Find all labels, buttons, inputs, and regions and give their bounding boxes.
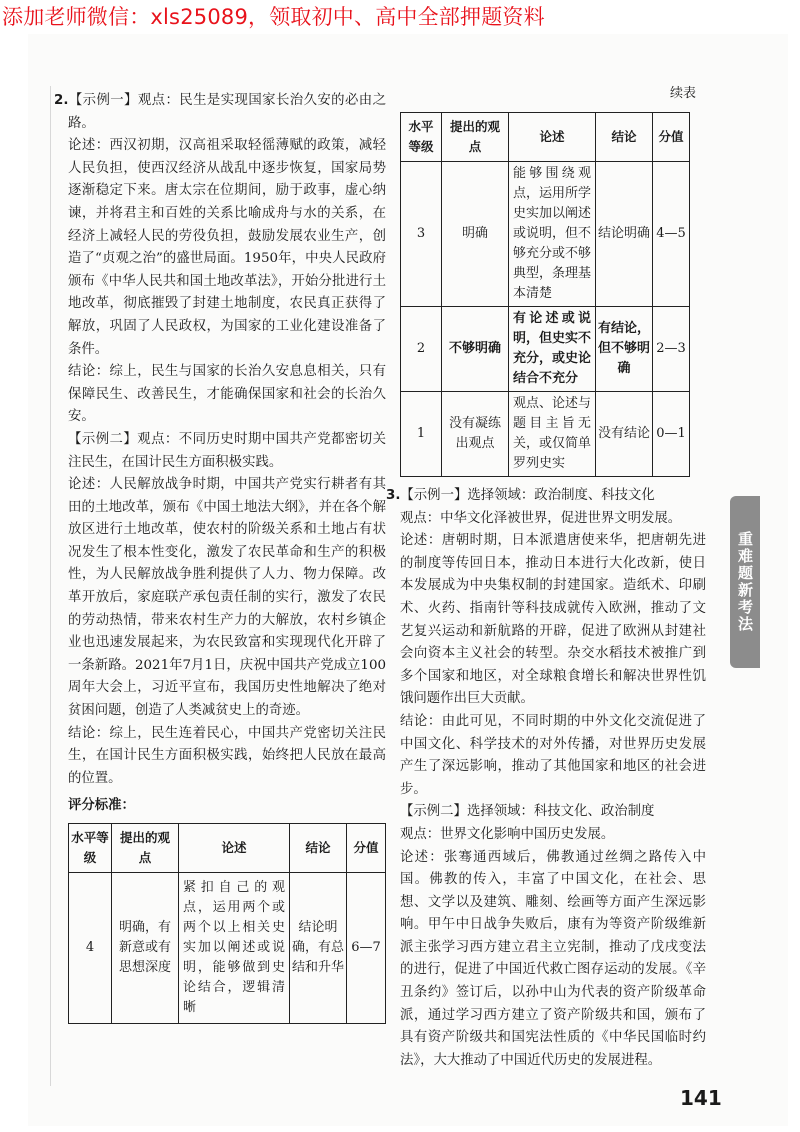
cell-desc: 观点、论述与题目主旨无关，或仅简单罗列史实 bbox=[509, 392, 596, 477]
cell-score: 6—7 bbox=[347, 873, 386, 1024]
cell-score: 4—5 bbox=[653, 162, 690, 307]
cell-level: 1 bbox=[401, 392, 442, 477]
page-gutter-line bbox=[50, 86, 51, 1086]
table-header-row bbox=[401, 113, 690, 162]
table-row bbox=[69, 873, 386, 1024]
q2-line-3: 结论：综上，民生与国家的长治久安息息相关，只有保障民生、改善民生，才能确保国家和社会的长治久安。 bbox=[68, 364, 386, 425]
cell-score: 2—3 bbox=[653, 307, 690, 392]
cell-desc: 紧扣自己的观点，运用两个或两个以上相关史实加以阐述或说明，能够做到史论结合，逻辑清晰 bbox=[179, 873, 290, 1024]
cell-level: 3 bbox=[401, 162, 442, 307]
header-view: 提出的观点 bbox=[112, 824, 179, 873]
table-header-row bbox=[69, 824, 386, 873]
cell-view: 没有凝练出观点 bbox=[442, 392, 509, 477]
cell-score: 0—1 bbox=[653, 392, 690, 477]
q3-line-7: 论述：张骞通西域后，佛教通过丝绸之路传入中国。佛教的传入，丰富了中国文化，在社会、思想、文学以及建筑、雕刻、绘画等方面产生深远影响。甲午中日战争失败后，康有为等资产阶级维新派主张学习西方建立君主立宪制，推动了戊戌变法的进行，促进了中国近代救亡图存运动的发展。《辛丑条约》签订后，以孙中山为代表的资产阶级革命派，通过学习西方建立了资产阶级共和国，颁布了具有资产阶级共和国宪法性质的《中华民国临时约法》，大大推动了中国近代历史的发展进程。 bbox=[400, 849, 706, 1068]
cell-concl: 结论明确 bbox=[596, 162, 653, 307]
cell-level: 2 bbox=[401, 307, 442, 392]
q3-line-3: 论述：唐朝时期，日本派遣唐使来华，把唐朝先进的制度等传回日本，推动日本进行大化改新，使日本发展成为中央集权制的封建国家。造纸术、印刷术、火药、指南针等科技成就传入欧洲，推动了文艺复兴运动和新航路的开辟，促进了欧洲从封建社会向资本主义社会的转型。杂交水稻技术被推广到多个国家和地区，对全球粮食增长和解决世界性饥饿问题作出巨大贡献。 bbox=[400, 533, 706, 707]
cell-concl: 有结论，但不够明确 bbox=[596, 307, 653, 392]
q2-line-6: 结论：综上，民生连着民心，中国共产党密切关注民生，在国计民生方面积极实践，始终把人民放在最高的位置。 bbox=[68, 725, 386, 786]
table-row bbox=[401, 162, 690, 307]
table-row bbox=[401, 392, 690, 477]
page-sheet bbox=[28, 34, 788, 1126]
side-tab-label: 重难题新考法 bbox=[730, 496, 760, 668]
criteria-table-left bbox=[68, 823, 386, 1024]
criteria-table-right-wrap bbox=[386, 112, 706, 1072]
q3-line-2: 观点：中华文化泽被世界，促进世界文明发展。 bbox=[400, 510, 682, 526]
header-score: 分值 bbox=[347, 824, 386, 873]
q3-line-6: 观点：世界文化影响中国历史发展。 bbox=[400, 826, 615, 842]
q3-line-5: 【示例二】选择领域：科技文化、政治制度 bbox=[400, 804, 655, 820]
cell-desc: 有论述或说明，但史实不充分，或史论结合不充分 bbox=[509, 307, 596, 392]
q3-line-1: 3.【示例一】选择领域：政治制度、科技文化 bbox=[386, 488, 655, 503]
q2-line-1: 2.【示例一】观点：民生是实现国家长治久安的必由之路。 bbox=[54, 93, 386, 131]
cell-concl: 没有结论 bbox=[596, 392, 653, 477]
q2-line-2: 论述：西汉初期，汉高祖采取轻徭薄赋的政策，减轻人民负担，使西汉经济从战乱中逐步恢复，国家局势逐渐稳定下来。唐太宗在位期间，励于政事，虚心纳谏，并将君主和百姓的关系比喻成舟与水的关系，在经济上减轻人民的劳役负担，鼓励发展农业生产，创造了“贞观之治”的盛世局面。1950年，中央人民政府颁布《中华人民共和国土地改革法》，开始分批进行土地改革，彻底摧毁了封建土地制度，农民真正获得了解放，巩固了人民政权，为国家的工业化建设准备了条件。 bbox=[68, 138, 386, 357]
header-desc: 论述 bbox=[509, 113, 596, 162]
table-row bbox=[401, 307, 690, 392]
left-column bbox=[54, 90, 386, 1024]
cell-level: 4 bbox=[69, 873, 112, 1024]
header-score: 分值 bbox=[653, 113, 690, 162]
criteria-table-right bbox=[400, 112, 690, 477]
header-concl: 结论 bbox=[596, 113, 653, 162]
q3-block bbox=[386, 485, 706, 1072]
cell-desc: 能够围绕观点，运用所学史实加以阐述或说明，但不够充分或不够典型，条理基本清楚 bbox=[509, 162, 596, 307]
header-level: 水平等级 bbox=[401, 113, 442, 162]
q3-number: 3. bbox=[386, 488, 401, 503]
header-desc: 论述 bbox=[179, 824, 290, 873]
q2-number: 2. bbox=[54, 93, 69, 108]
header-concl: 结论 bbox=[290, 824, 347, 873]
page-number: 141 bbox=[680, 1086, 722, 1110]
continued-label: 续表 bbox=[669, 86, 696, 101]
criteria-label: 评分标准： bbox=[68, 797, 135, 814]
q2-line-4: 【示例二】观点：不同历史时期中国共产党都密切关注民生，在国计民生方面积极实践。 bbox=[68, 431, 386, 470]
cell-concl: 结论明确，有总结和升华 bbox=[290, 873, 347, 1024]
cell-view: 明确，有新意或有思想深度 bbox=[112, 873, 179, 1024]
q3-line-4: 结论：由此可见，不同时期的中外文化交流促进了中国文化、科学技术的对外传播，对世界历史发展产生了深远影响，推动了其他国家和地区的社会进步。 bbox=[400, 713, 706, 797]
header-view: 提出的观点 bbox=[442, 113, 509, 162]
cell-view: 不够明确 bbox=[442, 307, 509, 392]
top-banner: 添加老师微信：xls25089，领取初中、高中全部押题资料 bbox=[2, 5, 545, 29]
header-level: 水平等级 bbox=[69, 824, 112, 873]
q2-line-5: 论述：人民解放战争时期，中国共产党实行耕者有其田的土地改革，颁布《中国土地法大纲》，并在各个解放区进行土地改革，使农村的阶级关系和土地占有状况发生了根本性变化，激发了农民革命和生产的积极性，为人民解放战争胜利提供了人力、物力保障。改革开放后，家庭联产承包责任制的实行，激发了农民的劳动热情，带来农村生产力的大解放，农村乡镇企业也迅速发展起来，为农民致富和实现现代化开辟了一条新路。2021年7月1日，庆祝中国共产党成立100周年大会上，习近平宣布，我国历史性地解决了绝对贫困问题，创造了人类减贫史上的奇迹。 bbox=[68, 477, 386, 719]
cell-view: 明确 bbox=[442, 162, 509, 307]
